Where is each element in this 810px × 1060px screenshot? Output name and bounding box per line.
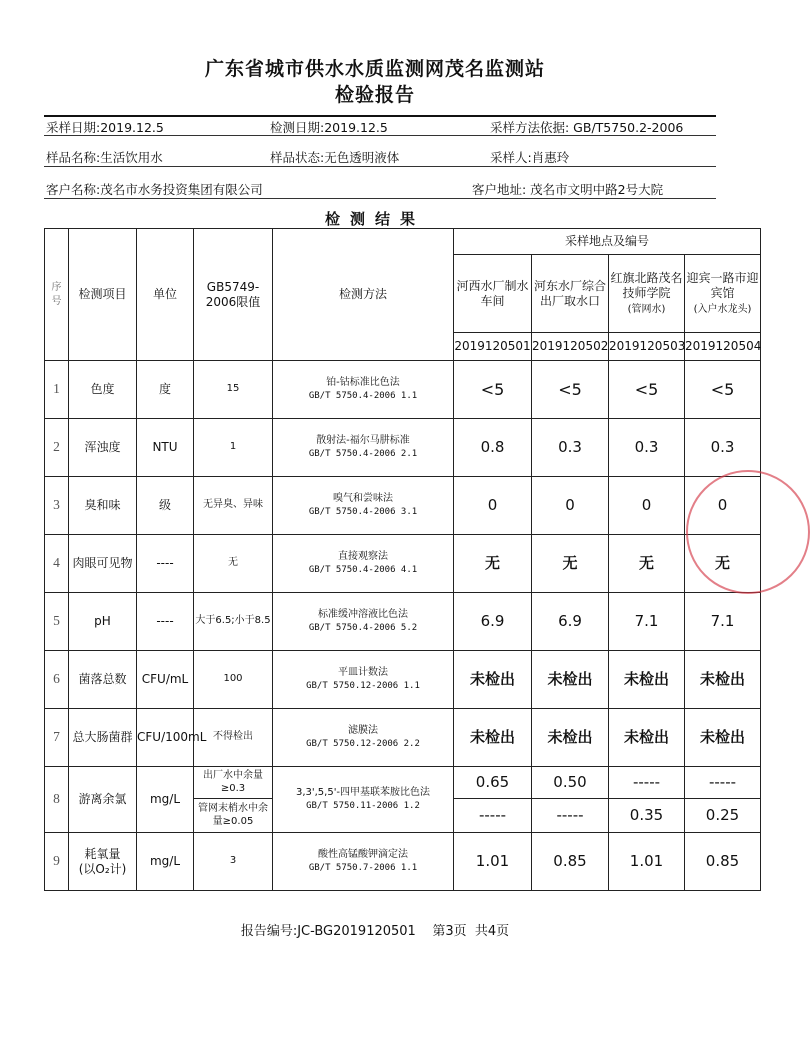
row-result: ----- [685,767,761,799]
row-unit: 度 [137,361,194,419]
row-number: 9 [45,833,69,891]
row-result: ----- [532,799,609,833]
site-code: 2019120501 [454,333,532,361]
divider [44,198,716,199]
row-result: 7.1 [609,593,685,651]
row-result: 未检出 [609,651,685,709]
col-header-unit: 单位 [137,229,194,361]
row-result: 未检出 [454,709,532,767]
row-result: 0.35 [609,799,685,833]
row-item: pH [69,593,137,651]
row-unit: ---- [137,535,194,593]
row-result: 6.9 [454,593,532,651]
row-result: 无 [454,535,532,593]
row-result: 0 [609,477,685,535]
row-item: 臭和味 [69,477,137,535]
row-number: 2 [45,419,69,477]
table-row [45,709,761,767]
row-method: 酸性高锰酸钾滴定法 GB/T 5750.7-2006 1.1 [273,833,454,891]
row-item: 耗氧量 (以O₂计) [69,833,137,891]
row-result: 0.3 [609,419,685,477]
row-result: 0 [532,477,609,535]
row-limit: 无 [194,535,273,593]
row-method: 滤膜法 GB/T 5750.12-2006 2.2 [273,709,454,767]
row-number: 1 [45,361,69,419]
results-table-body [44,360,761,891]
row-result: 无 [685,535,761,593]
row-result: 0.3 [532,419,609,477]
row-limit: 3 [194,833,273,891]
row-method: 直接观察法 GB/T 5750.4-2006 4.1 [273,535,454,593]
row-method: 3,3',5,5'-四甲基联苯胺比色法 GB/T 5750.11-2006 1.2 [273,767,454,833]
row-result: 0.3 [685,419,761,477]
col-header-item: 检测项目 [69,229,137,361]
report-title: 检验报告 [334,84,415,106]
row-result: 7.1 [685,593,761,651]
row-number: 4 [45,535,69,593]
row-result: <5 [685,361,761,419]
row-item: 肉眼可见物 [69,535,137,593]
row-result: <5 [454,361,532,419]
row-method: 标准缓冲溶液比色法 GB/T 5750.4-2006 5.2 [273,593,454,651]
row-result: 未检出 [609,709,685,767]
row-item: 浑浊度 [69,419,137,477]
row-unit: mg/L [137,767,194,833]
row-item: 菌落总数 [69,651,137,709]
row-result: 0.85 [685,833,761,891]
row-limit: 1 [194,419,273,477]
divider [44,115,716,117]
sampling-date: 采样日期:2019.12.5 [46,120,164,135]
site-code: 2019120504 [685,333,761,361]
section-title: 检测结果 [324,210,425,228]
row-result: <5 [609,361,685,419]
client-name: 客户名称:茂名市水务投资集团有限公司 [46,182,263,197]
row-unit: ---- [137,593,194,651]
table-row [45,651,761,709]
col-header-method: 检测方法 [273,229,454,361]
row-result: ----- [609,767,685,799]
divider [44,135,716,136]
sample-name: 样品名称:生活饮用水 [46,150,163,165]
row-number: 7 [45,709,69,767]
col-header-sites: 采样地点及编号 [454,229,761,255]
row-unit: NTU [137,419,194,477]
row-unit: CFU/mL [137,651,194,709]
col-header-seq: 序 号 [45,229,69,361]
report-footer: 报告编号:JC-BG2019120501 第3页 共4页 [240,924,510,939]
row-result: 未检出 [454,651,532,709]
row-item: 总大肠菌群 [69,709,137,767]
row-item: 游离余氯 [69,767,137,833]
row-result: 1.01 [609,833,685,891]
row-limit: 出厂水中余量≥0.3 [194,767,273,799]
row-result: ----- [454,799,532,833]
row-method: 散射法-福尔马肼标准 GB/T 5750.4-2006 2.1 [273,419,454,477]
col-header-limit: GB5749-2006限值 [194,229,273,361]
row-number: 3 [45,477,69,535]
row-number: 5 [45,593,69,651]
row-result: 无 [609,535,685,593]
sampling-method: 采样方法依据: GB/T5750.2-2006 [490,120,684,135]
row-limit: 100 [194,651,273,709]
row-limit: 不得检出 [194,709,273,767]
site-code: 2019120502 [532,333,609,361]
site-header: 河西水厂制水车间 [454,255,532,333]
row-number: 6 [45,651,69,709]
table-row [45,477,761,535]
row-result: 0.85 [532,833,609,891]
row-result: 无 [532,535,609,593]
row-limit: 15 [194,361,273,419]
row-unit: 级 [137,477,194,535]
row-limit: 管网末梢水中余量≥0.05 [194,799,273,833]
table-row [45,535,761,593]
row-result: 未检出 [532,651,609,709]
table-row [45,593,761,651]
site-code: 2019120503 [609,333,685,361]
row-result: 0.8 [454,419,532,477]
org-title: 广东省城市供水水质监测网茂名监测站 [204,58,545,80]
row-result: 0.50 [532,767,609,799]
row-number: 8 [45,767,69,833]
client-address: 客户地址: 茂名市文明中路2号大院 [472,182,664,197]
row-method: 平皿计数法 GB/T 5750.12-2006 1.1 [273,651,454,709]
row-limit: 大于6.5;小于8.5 [194,593,273,651]
row-result: 未检出 [532,709,609,767]
row-result: 0 [685,477,761,535]
official-stamp [686,470,810,594]
site-header: 迎宾一路市迎宾馆 (入户水龙头) [685,255,761,333]
row-method: 铂-钴标准比色法 GB/T 5750.4-2006 1.1 [273,361,454,419]
row-method: 嗅气和尝味法 GB/T 5750.4-2006 3.1 [273,477,454,535]
row-result: 1.01 [454,833,532,891]
row-unit: CFU/100mL [137,709,194,767]
row-result: 未检出 [685,651,761,709]
row-result: <5 [532,361,609,419]
test-date: 检测日期:2019.12.5 [270,120,388,135]
site-header: 河东水厂综合出厂取水口 [532,255,609,333]
row-limit: 无异臭、异味 [194,477,273,535]
row-result: 0.25 [685,799,761,833]
row-result: 未检出 [685,709,761,767]
table-row [45,361,761,419]
row-result: 6.9 [532,593,609,651]
sample-state: 样品状态:无色透明液体 [270,150,400,165]
row-item: 色度 [69,361,137,419]
row-result: 0.65 [454,767,532,799]
table-row [45,419,761,477]
row-result: 0 [454,477,532,535]
site-header: 红旗北路茂名技师学院 (管网水) [609,255,685,333]
sampler: 采样人:肖惠玲 [490,150,570,165]
row-unit: mg/L [137,833,194,891]
divider [44,166,716,167]
results-table [44,228,761,361]
